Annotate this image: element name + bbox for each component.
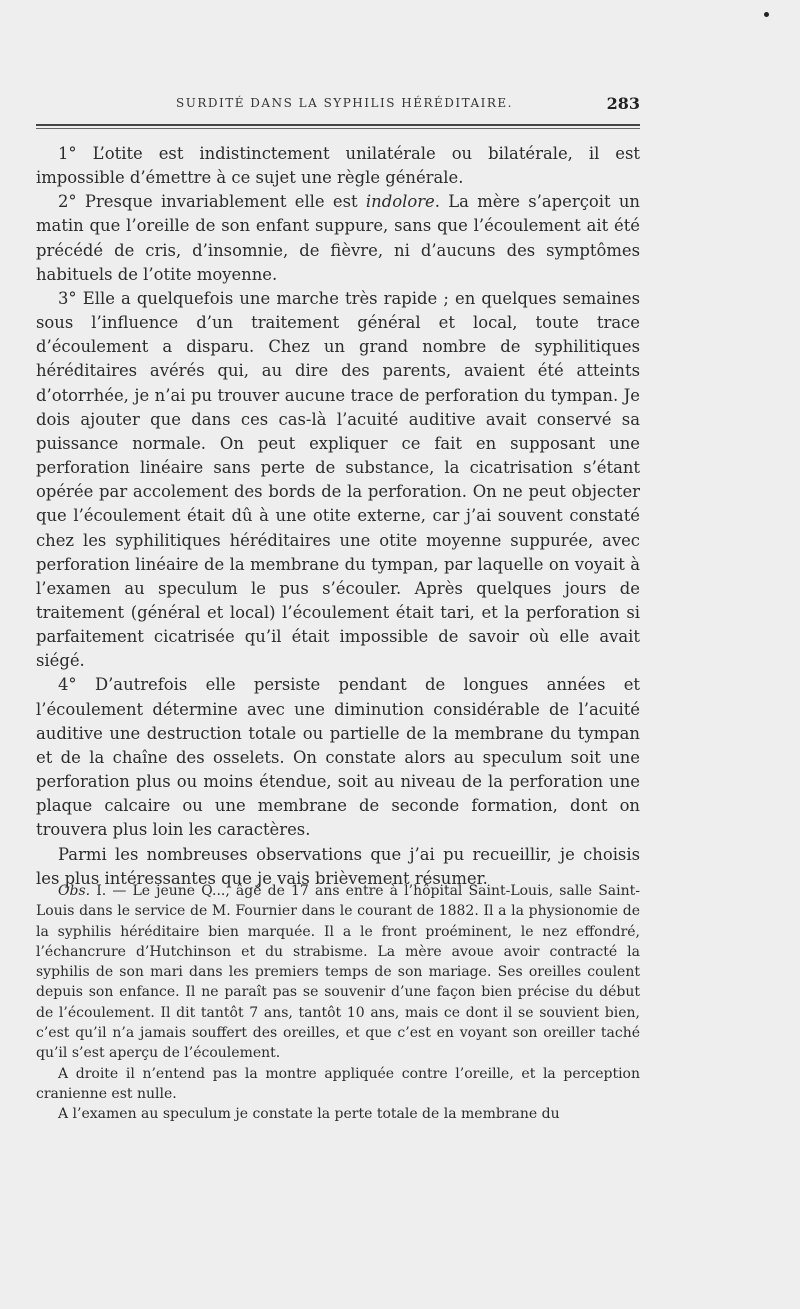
observation-paragraph-3: A l’examen au speculum je constate la perte totale de la membrane du [58, 1106, 560, 1123]
paragraph-4: 4° D’autrefois elle persiste pendant de longues années et l’écoulement détermine avec une diminution considérable de l’acuité auditive une destruction totale ou partielle de la membrane du tympan et de la chaîne des osselets. On constate alors au speculum soit une perforation plus ou moins étendue, soit au niveau de la perforation une plaque calcaire ou une membrane de seconde formation, dont on trouvera plus loin les caractères. [36, 675, 640, 840]
page-number: 283 [606, 94, 640, 113]
observation-paragraph-1: Obs. I. — Le jeune Q..., âgé de 17 ans entre à l’hôpital Saint-Louis, salle Saint-Louis dans le service de M. Fournier dans le courant de 1882. Il a la physionomie de la syphilis héréditaire bien marquée. Il a le front proéminent, le nez effondré, l’échancrure d’Hutchinson et du strabisme. La mère avoue avoir contracté la syphilis de son mari dans les premiers temps de son mariage. Ses oreilles coulent depuis son enfance. Il ne paraît pas se souvenir d’une façon bien précise du début de l’écoulement. Il dit tantôt 7 ans, tantôt 10 ans, mais ce dont il se souvient bien, c’est qu’il n’a jamais souffert des oreilles, et que c’est en voyant son oreiller taché qu’il s’est aperçu de l’écoulement. [36, 883, 640, 1062]
obs-label: Obs. [58, 883, 91, 899]
main-text [36, 142, 640, 891]
paragraph-5: Parmi les nombreuses observations que j’ai pu recueillir, je choisis les plus intéressantes que je vais brièvement résumer. [36, 844, 640, 888]
page-header [36, 94, 640, 116]
paragraph-2: 2° Presque invariablement elle est indolore. La mère s’aperçoit un matin que l’oreille de son enfant suppure, sans que l’écoulement ait été précédé de cris, d’insomnie, de fièvre, ni d’aucuns des symptômes habituels de l’otite moyenne. [36, 192, 640, 284]
observation-paragraph-2: A droite il n’entend pas la montre appliquée contre l’oreille, et la perception cranienne est nulle. [36, 1065, 640, 1102]
emphasis-indolore: indolore [365, 192, 435, 212]
running-title: SURDITÉ DANS LA SYPHILIS HÉRÉDITAIRE. [176, 96, 513, 110]
paragraph-1: 1° L’otite est indistinctement unilatérale ou bilatérale, il est impossible d’émettre à ce sujet une règle générale. [36, 144, 640, 188]
paragraph-3: 3° Elle a quelquefois une marche très rapide ; en quelques semaines sous l’influence d’un traitement général et local, toute trace d’écoulement a disparu. Chez un grand nombre de syphilitiques héréditaires avérés qui, au dire des parents, avaient été atteints d’otorrhée, je n’ai pu trouver aucune trace de perforation du tympan. Je dois ajouter que dans ces cas-là l’acuité auditive avait conservé sa puissance normale. On peut expliquer ce fait en supposant une perforation linéaire sans perte de substance, la cicatrisation s’étant opérée par accolement des bords de la perforation. On ne peut objecter que l’écoulement était dû à une otite externe, car j’ai souvent constaté chez les syphilitiques héréditaires une otite moyenne suppurée, avec perforation linéaire de la membrane du tympan, par laquelle on voyait à l’examen au speculum le pus s’écouler. Après quelques jours de traitement (général et local) l’écoulement était tari, et la perforation si parfaitement cicatrisée qu’il était impossible de savoir où elle avait siégé. [36, 288, 640, 671]
observation-text [36, 881, 640, 1125]
ink-speck [764, 12, 769, 17]
header-rule [36, 124, 640, 126]
header-rule-thin [36, 128, 640, 129]
